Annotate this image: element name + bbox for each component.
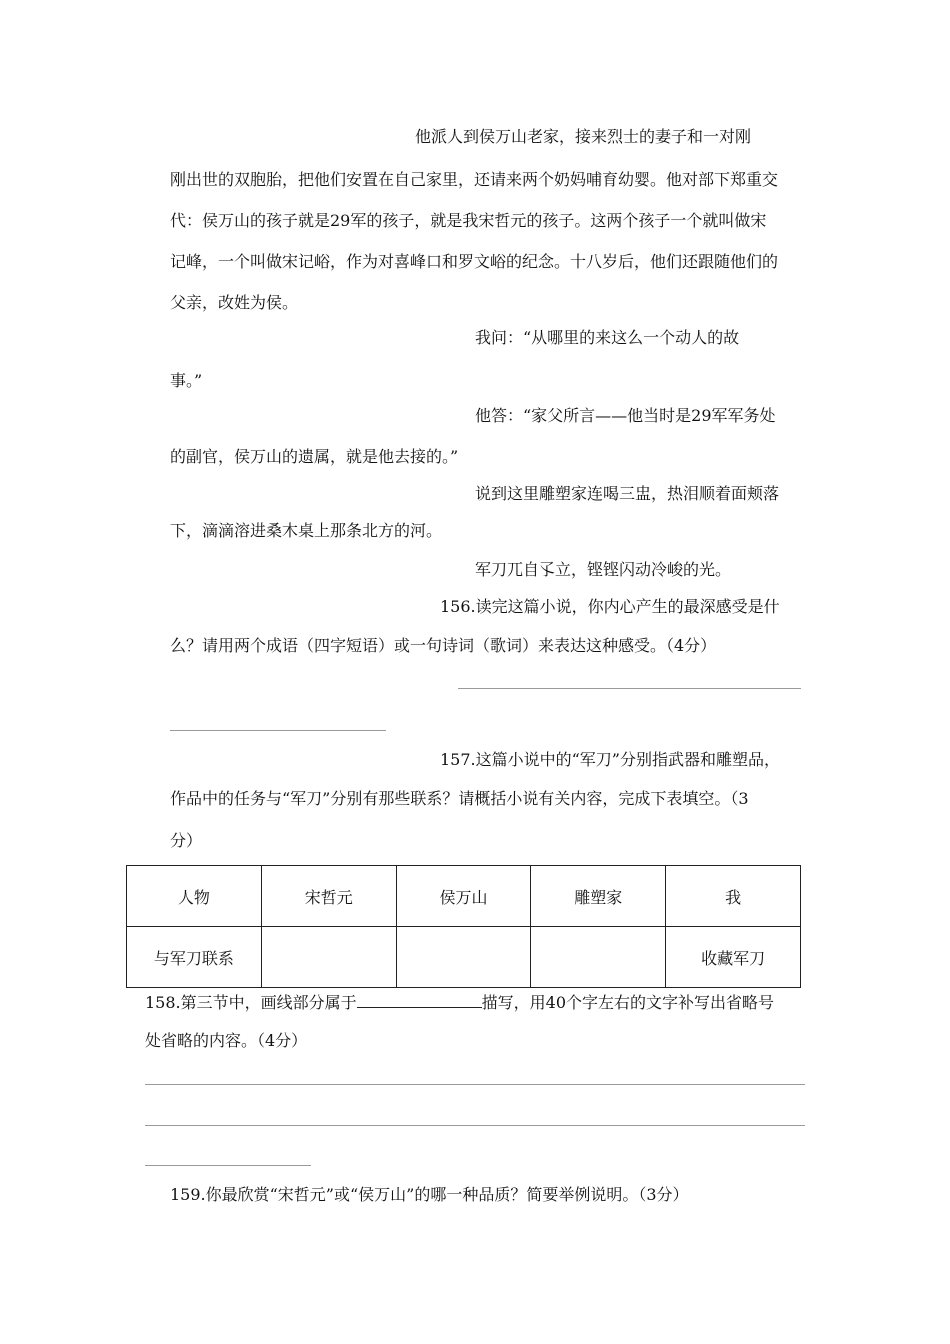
table-header-cell: 人物 bbox=[127, 866, 262, 927]
question-158-line2: 处省略的内容。（4分） bbox=[145, 1031, 308, 1050]
answer-blank-158[interactable] bbox=[357, 991, 482, 1008]
question-158-text-b: 描写，用40个字左右的文字补写出省略号 bbox=[481, 993, 775, 1012]
question-157-line3: 分） bbox=[170, 831, 203, 850]
story-p3-line1: 他答：“家父所言——他当时是29军军务处 bbox=[475, 406, 776, 425]
answer-line-158c[interactable] bbox=[145, 1165, 311, 1166]
question-159: 159.你最欣赏“宋哲元”或“侯万山”的哪一种品质？简要举例说明。（3分） bbox=[170, 1185, 689, 1204]
story-p4-line1: 说到这里雕塑家连喝三盅，热泪顺着面颊落 bbox=[475, 484, 780, 503]
table-answer-cell[interactable] bbox=[396, 927, 531, 988]
table-row bbox=[127, 927, 801, 988]
answer-line-156b[interactable] bbox=[170, 730, 386, 731]
answer-line-158b[interactable] bbox=[145, 1125, 805, 1126]
question-156-line2: 么？请用两个成语（四字短语）或一句诗词（歌词）来表达这种感受。（4分） bbox=[170, 636, 717, 655]
table-header-cell: 我 bbox=[666, 866, 801, 927]
question-158-text-a: 158.第三节中，画线部分属于 bbox=[145, 993, 357, 1012]
story-p2-line2: 事。” bbox=[170, 371, 203, 390]
table-header-cell: 雕塑家 bbox=[531, 866, 666, 927]
story-p1-line1: 他派人到侯万山老家，接来烈士的妻子和一对刚 bbox=[415, 127, 752, 146]
table-cell: 收藏军刀 bbox=[666, 927, 801, 988]
question-157-line1: 157.这篇小说中的“军刀”分别指武器和雕塑品， bbox=[440, 750, 780, 769]
story-p4-line2: 下，滴滴溶进桑木桌上那条北方的河。 bbox=[170, 521, 443, 540]
answer-line-158a[interactable] bbox=[145, 1084, 805, 1085]
story-p1-line2: 刚出世的双胞胎，把他们安置在自己家里，还请来两个奶妈哺育幼婴。他对部下郑重交 bbox=[170, 170, 779, 189]
table-answer-cell[interactable] bbox=[531, 927, 666, 988]
table-row-label: 与军刀联系 bbox=[127, 927, 262, 988]
table-answer-cell[interactable] bbox=[261, 927, 396, 988]
story-p1-line5: 父亲，改姓为侯。 bbox=[170, 293, 299, 312]
fill-in-table bbox=[126, 865, 801, 988]
question-156-line1: 156.读完这篇小说，你内心产生的最深感受是什 bbox=[440, 597, 780, 616]
question-158-line1 bbox=[145, 991, 774, 1014]
question-157-line2: 作品中的任务与“军刀”分别有那些联系？请概括小说有关内容，完成下表填空。（3 bbox=[170, 789, 749, 808]
table-header-cell: 侯万山 bbox=[396, 866, 531, 927]
story-p1-line4: 记峰，一个叫做宋记峪，作为对喜峰口和罗文峪的纪念。十八岁后，他们还跟随他们的 bbox=[170, 252, 779, 271]
answer-line-156a[interactable] bbox=[458, 688, 801, 689]
story-p3-line2: 的副官，侯万山的遗属，就是他去接的。” bbox=[170, 447, 459, 466]
table-header-row bbox=[127, 866, 801, 927]
story-p5-line1: 军刀兀自孓立，铿铿闪动冷峻的光。 bbox=[475, 560, 732, 579]
story-p1-line3: 代：侯万山的孩子就是29军的孩子，就是我宋哲元的孩子。这两个孩子一个就叫做宋 bbox=[170, 211, 767, 230]
table-header-cell: 宋哲元 bbox=[261, 866, 396, 927]
story-p2-line1: 我问：“从哪里的来这么一个动人的故 bbox=[475, 328, 740, 347]
